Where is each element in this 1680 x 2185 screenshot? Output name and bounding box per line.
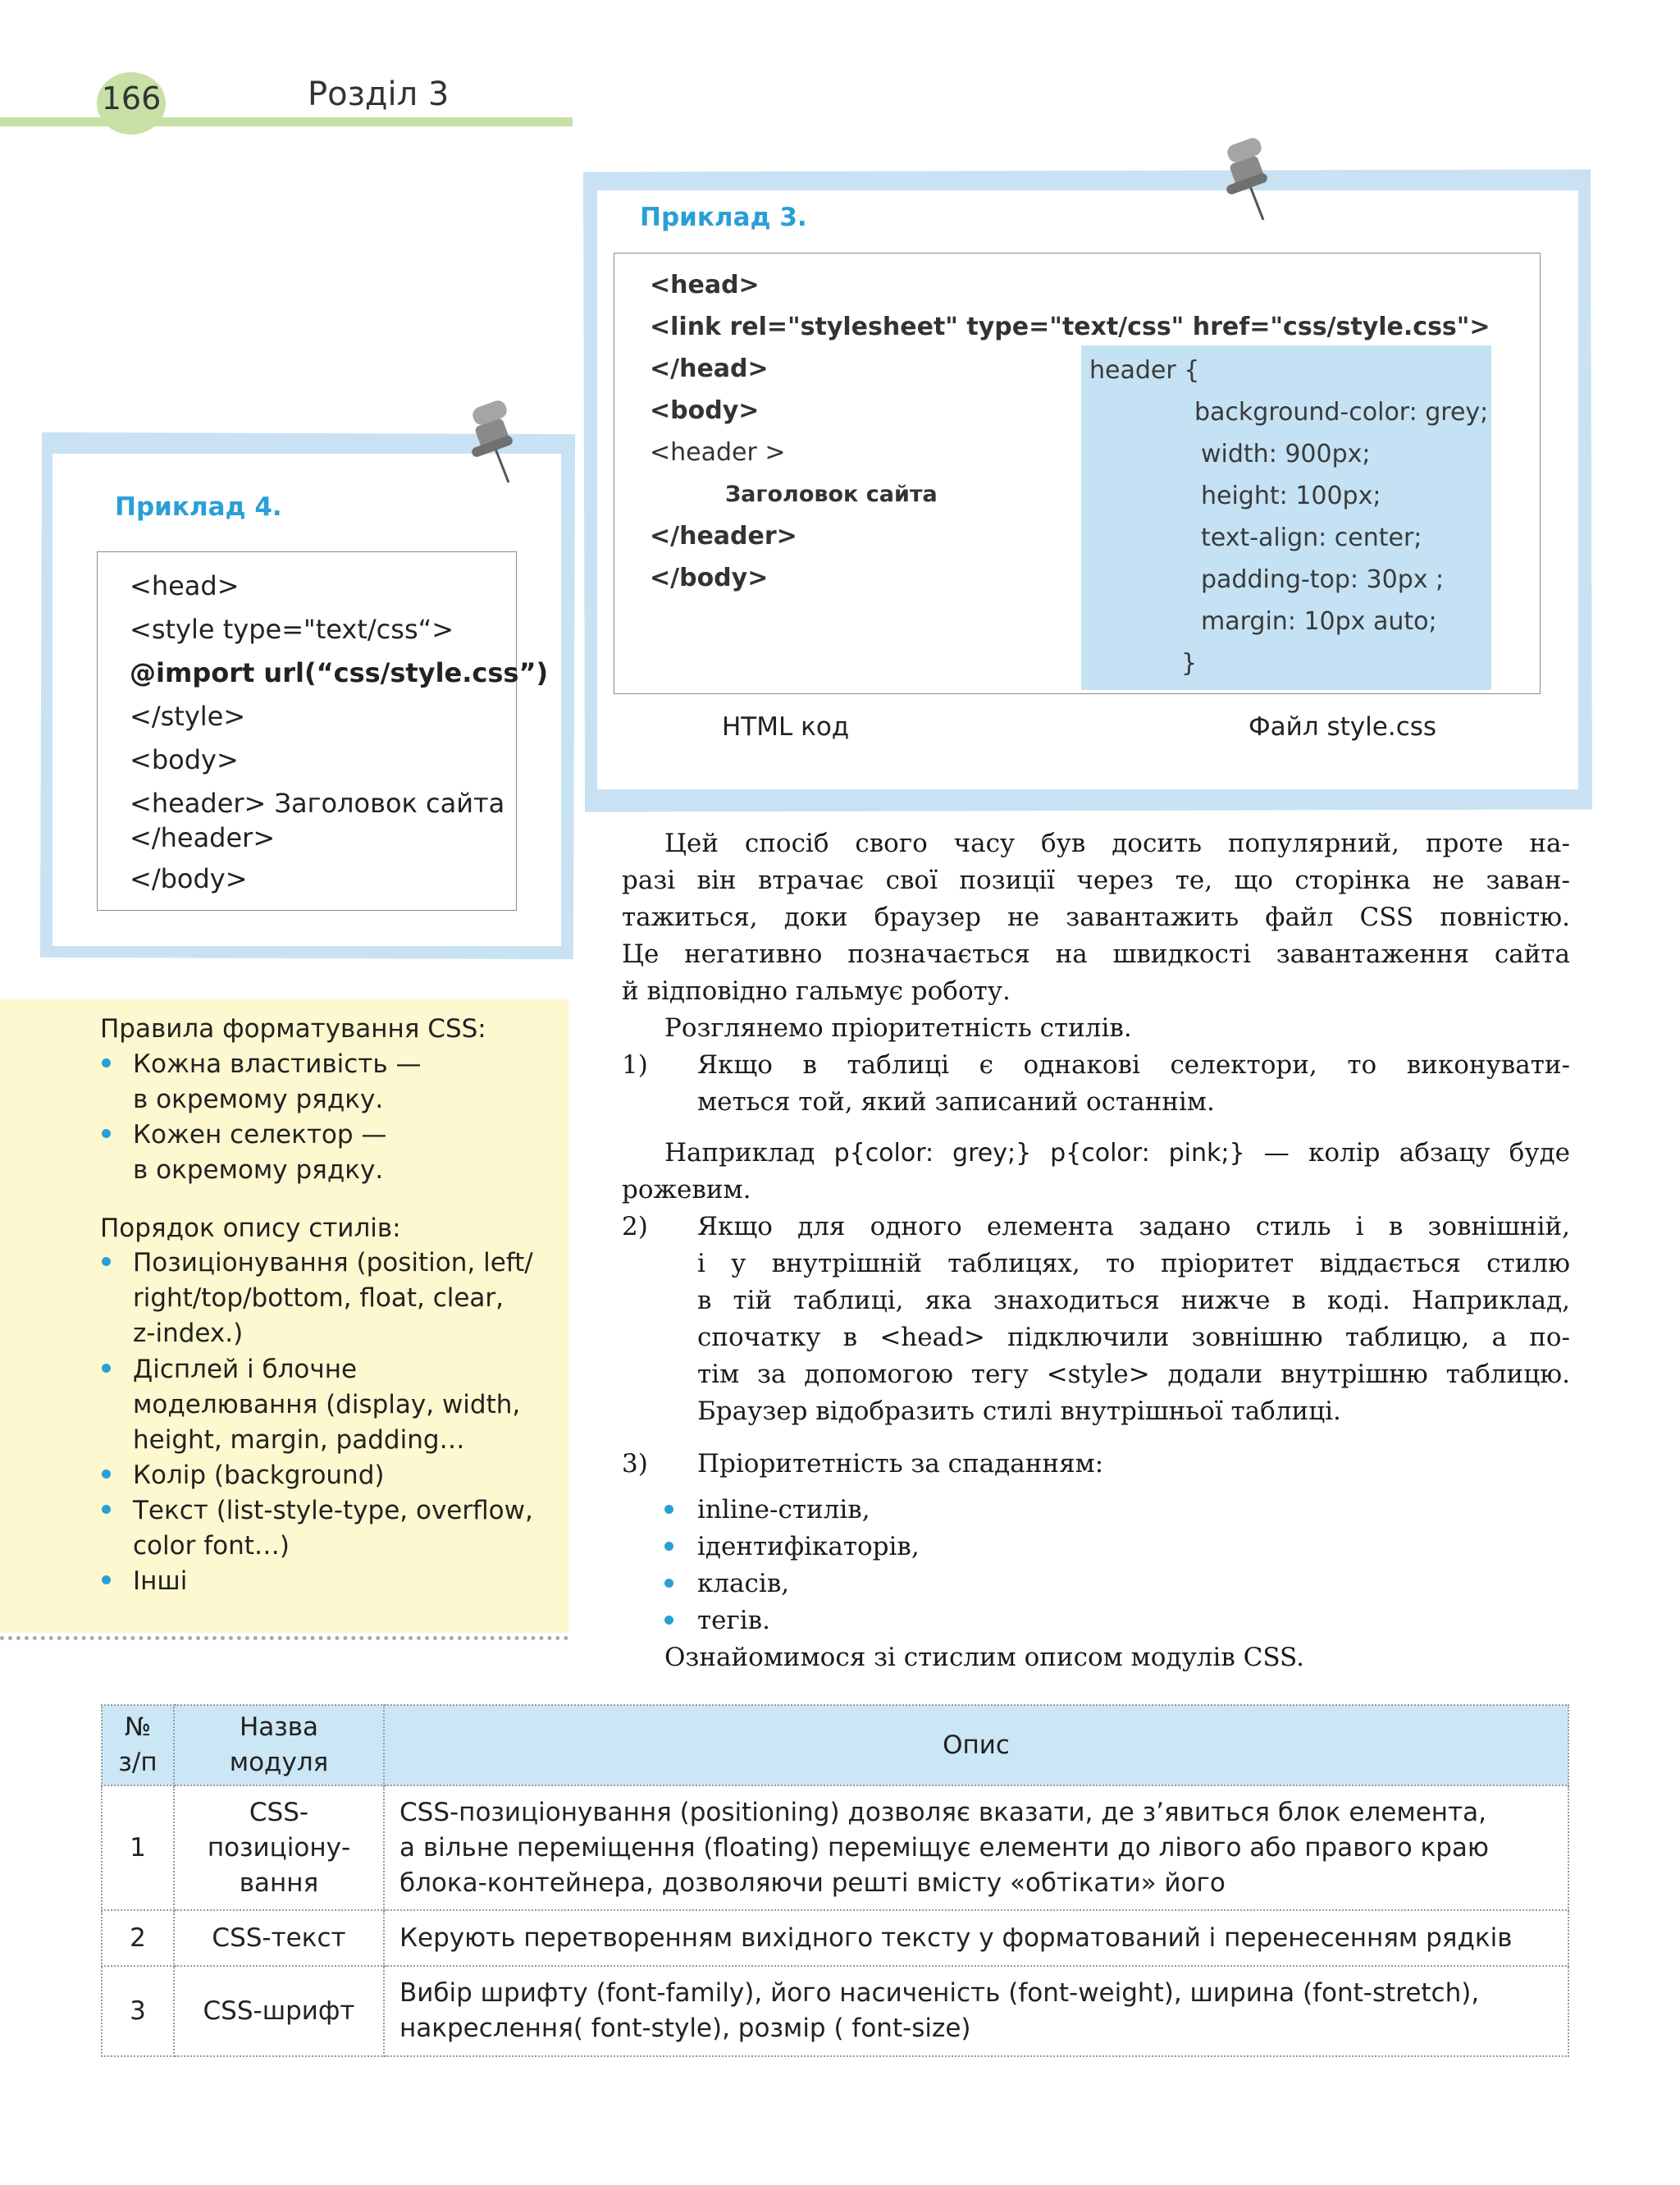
priority-item: тегів. bbox=[697, 1606, 770, 1635]
text-line: разі він втрачає свої позиції через те, що сторінка не заван- bbox=[622, 866, 1570, 895]
code-line: <header > bbox=[650, 438, 786, 467]
order-line: Текст (list-style-type, overflow, bbox=[133, 1496, 533, 1525]
code-line: Заголовок сайта bbox=[725, 482, 938, 507]
order-title: Порядок опису стилів: bbox=[100, 1214, 401, 1243]
code-line: height: 100px; bbox=[1201, 482, 1381, 510]
code-line: width: 900px; bbox=[1201, 440, 1371, 469]
rule-item bbox=[133, 1047, 421, 1118]
header-desc: Опис bbox=[384, 1705, 1568, 1785]
order-item bbox=[133, 1458, 384, 1493]
code-line: <style type="text/css“> bbox=[130, 614, 454, 645]
code-line: <head> bbox=[650, 271, 760, 299]
cell-line: позиціону- bbox=[207, 1832, 351, 1863]
cell-num: 1 bbox=[102, 1785, 174, 1910]
cell-name bbox=[174, 1785, 384, 1910]
bullet-icon bbox=[102, 1058, 111, 1067]
rule-line: Кожен селектор — bbox=[133, 1120, 387, 1150]
code-line: </head> bbox=[650, 354, 769, 383]
code-line: background-color: grey; bbox=[1194, 398, 1489, 427]
order-line: Інші bbox=[133, 1566, 188, 1596]
cell-line: CSS- bbox=[249, 1797, 309, 1827]
rules-title: Правила форматування CSS: bbox=[100, 1014, 486, 1044]
text-line: тім за допомогою тегу <style> додали внутрішню таблицю. bbox=[697, 1360, 1570, 1389]
example3-title: Приклад 3. bbox=[640, 203, 807, 232]
bullet-icon bbox=[664, 1579, 673, 1588]
text-line: Браузер відобразить стилі внутрішньої таблиці. bbox=[697, 1396, 1341, 1426]
code-line: } bbox=[1181, 649, 1198, 678]
text-span: Наприклад bbox=[664, 1138, 834, 1168]
text-line: меться той, який записаний останнім. bbox=[697, 1087, 1215, 1117]
bullet-icon bbox=[102, 1257, 111, 1266]
table-row bbox=[102, 1966, 1568, 2056]
example4-title: Приклад 4. bbox=[115, 492, 282, 522]
header-line: Назва bbox=[239, 1712, 319, 1742]
text-line: Цей спосіб свого часу був досить популярний, проте на- bbox=[664, 829, 1570, 858]
cell-line: а вільне переміщення (floating) переміщує елементи до лівого або правого краю bbox=[399, 1832, 1490, 1863]
order-item bbox=[133, 1493, 533, 1564]
header-line: з/п bbox=[118, 1748, 158, 1777]
text-line: рожевим. bbox=[622, 1175, 751, 1204]
table-row bbox=[102, 1910, 1568, 1966]
pushpin-icon bbox=[1224, 135, 1281, 225]
order-line: right/top/bottom, float, clear, bbox=[133, 1283, 504, 1313]
cell-name: CSS-шрифт bbox=[174, 1966, 384, 2056]
order-line: height, margin, padding… bbox=[133, 1425, 465, 1455]
cell-name: CSS-текст bbox=[174, 1910, 384, 1966]
bullet-icon bbox=[664, 1616, 673, 1625]
cell-line: накреслення( font-style), розмір ( font-size) bbox=[399, 2014, 971, 2043]
chapter-title: Розділ 3 bbox=[308, 75, 450, 113]
code-line: header { bbox=[1089, 356, 1200, 385]
rule-line: в окремому рядку. bbox=[133, 1085, 384, 1114]
header-line: модуля bbox=[229, 1748, 329, 1777]
item-1 bbox=[697, 1047, 1570, 1121]
cell-line: вання bbox=[239, 1867, 319, 1898]
caption-html: HTML код bbox=[722, 712, 850, 742]
caption-css: Файл style.css bbox=[1249, 712, 1437, 742]
item-3: Пріоритетність за спаданням: bbox=[697, 1449, 1104, 1479]
header-name bbox=[174, 1705, 384, 1785]
code-line: <body> bbox=[130, 744, 239, 775]
item-number: 1) bbox=[622, 1050, 648, 1080]
text-line bbox=[622, 1135, 1570, 1172]
header-rule bbox=[0, 117, 573, 126]
example-paragraph bbox=[622, 1135, 1570, 1209]
code-line: text-align: center; bbox=[1201, 523, 1422, 552]
order-item bbox=[133, 1352, 520, 1458]
cell-desc: Керують перетворенням вихідного тексту у форматований і перенесенням рядків bbox=[384, 1910, 1568, 1966]
code-line: <body> bbox=[650, 396, 760, 425]
inline-code: p{color: grey;} p{color: pink;} bbox=[833, 1139, 1245, 1168]
code-line: </header> bbox=[130, 822, 276, 853]
text-line: Якщо в таблиці є однакові селектори, то виконувати- bbox=[697, 1050, 1570, 1080]
cell-line: Вибір шрифту (font-family), його насиченість (font-weight), ширина (font-stretch), bbox=[399, 1978, 1480, 2008]
header-num bbox=[102, 1705, 174, 1785]
paragraph-intro bbox=[622, 825, 1570, 1010]
closing-sentence: Ознайомимося зі стислим описом модулів CSS. bbox=[664, 1643, 1305, 1672]
rule-line: Кожна властивість — bbox=[133, 1049, 422, 1079]
text-line: в тій таблиці, яка знаходиться нижче в коді. Наприклад, bbox=[697, 1286, 1570, 1315]
code-line: margin: 10px auto; bbox=[1201, 607, 1437, 636]
cell-desc bbox=[384, 1966, 1568, 2056]
bullet-icon bbox=[102, 1129, 111, 1138]
item-2 bbox=[697, 1209, 1570, 1430]
pushpin-icon bbox=[469, 397, 527, 487]
sidebar-divider bbox=[0, 1636, 568, 1640]
cell-desc bbox=[384, 1785, 1568, 1910]
text-line: Це негативно позначається на швидкості завантаження сайта bbox=[622, 939, 1570, 969]
bullet-icon bbox=[102, 1470, 111, 1479]
code-line: <head> bbox=[130, 570, 240, 601]
code-line: </header> bbox=[650, 522, 797, 551]
bullet-icon bbox=[102, 1575, 111, 1584]
text-span: — колір абзацу буде bbox=[1244, 1138, 1570, 1168]
code-line: </style> bbox=[130, 701, 246, 732]
text-line: спочатку в <head> підключили зовнішню таблицю, а по- bbox=[697, 1323, 1570, 1352]
item-number: 3) bbox=[622, 1449, 648, 1479]
bullet-icon bbox=[102, 1364, 111, 1373]
order-line: color font…) bbox=[133, 1531, 290, 1561]
bullet-icon bbox=[102, 1505, 111, 1514]
cell-line: CSS-позиціонування (positioning) дозволяє вказати, де з’явиться блок елемента, bbox=[399, 1797, 1486, 1827]
text-line: і у внутрішній таблицях, то пріоритет віддається стилю bbox=[697, 1249, 1570, 1278]
code-line: padding-top: 30px ; bbox=[1201, 565, 1445, 594]
code-line: </body> bbox=[130, 863, 248, 894]
cell-line: блока-контейнера, дозволяючи решті вмісту «обтікати» його bbox=[399, 1867, 1226, 1898]
header-line: № bbox=[124, 1712, 152, 1742]
item-number: 2) bbox=[622, 1212, 648, 1241]
page-number: 166 bbox=[101, 80, 162, 117]
text-line: Якщо для одного елемента задано стиль і в зовнішній, bbox=[697, 1212, 1570, 1241]
order-item bbox=[133, 1564, 187, 1599]
code-line: <header> Заголовок сайта bbox=[130, 788, 505, 819]
order-line: моделювання (display, width, bbox=[133, 1390, 521, 1419]
order-line: Дісплей і блочне bbox=[133, 1355, 358, 1384]
css-code bbox=[1089, 350, 1488, 684]
paragraph-priority: Розглянемо пріоритетність стилів. bbox=[664, 1013, 1132, 1043]
table-row bbox=[102, 1785, 1568, 1910]
bullet-icon bbox=[664, 1505, 673, 1514]
bullet-icon bbox=[664, 1542, 673, 1551]
priority-item: ідентифікаторів, bbox=[697, 1532, 920, 1561]
text-line: тажиться, доки браузер не завантажить файл CSS повністю. bbox=[622, 903, 1570, 932]
code-line: </body> bbox=[650, 564, 769, 592]
code-line: <link rel="stylesheet" type="text/css" href="css/style.css"> bbox=[650, 313, 1491, 341]
cell-num: 2 bbox=[102, 1910, 174, 1966]
cell-num: 3 bbox=[102, 1966, 174, 2056]
order-line: z-index.) bbox=[133, 1319, 244, 1348]
table-header-row bbox=[102, 1705, 1568, 1785]
priority-item: класів, bbox=[697, 1569, 790, 1598]
order-line: Колір (background) bbox=[133, 1460, 385, 1490]
css-modules-table bbox=[101, 1704, 1569, 2057]
code-line: @import url(“css/style.css”) bbox=[130, 657, 549, 688]
order-item bbox=[133, 1246, 533, 1351]
text-line: й відповідно гальмує роботу. bbox=[622, 976, 1011, 1006]
rule-line: в окремому рядку. bbox=[133, 1155, 384, 1185]
order-line: Позиціонування (position, left/ bbox=[133, 1248, 533, 1278]
example4-code bbox=[130, 565, 548, 901]
rule-item bbox=[133, 1118, 386, 1188]
priority-item: inline-стилів, bbox=[697, 1495, 870, 1524]
